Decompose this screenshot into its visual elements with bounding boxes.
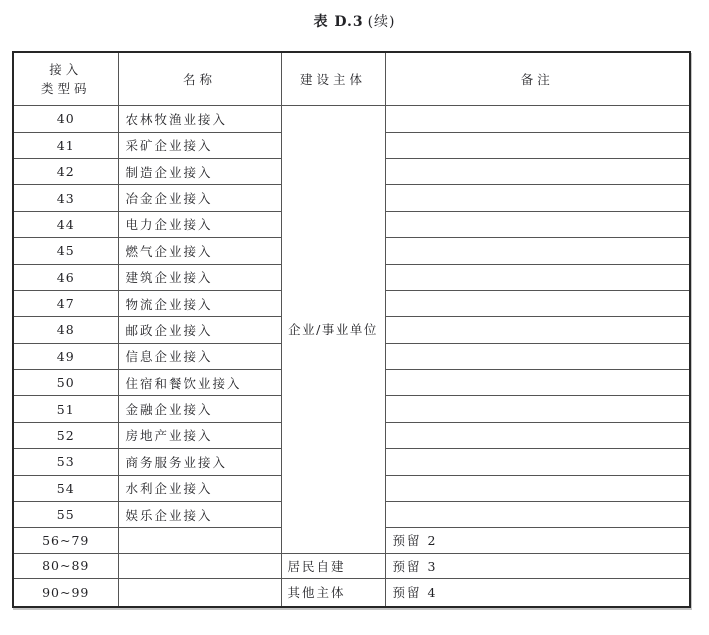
remark-cell: 预留 2 [385, 528, 690, 553]
name-cell: 物流企业接入 [118, 290, 281, 316]
name-cell: 住宿和餐饮业接入 [118, 370, 281, 396]
header-name: 名称 [118, 52, 281, 106]
access-code-cell: 54 [13, 475, 118, 501]
access-code-cell: 50 [13, 370, 118, 396]
name-cell [118, 528, 281, 553]
header-builder: 建设主体 [281, 52, 385, 106]
remark-cell [385, 422, 690, 448]
remark-cell [385, 159, 690, 185]
data-table [12, 51, 691, 608]
name-cell: 燃气企业接入 [118, 238, 281, 264]
access-code-cell: 44 [13, 211, 118, 237]
header-remark: 备注 [385, 52, 690, 106]
remark-cell [385, 343, 690, 369]
name-cell: 商务服务业接入 [118, 449, 281, 475]
remark-cell [385, 317, 690, 343]
access-code-cell: 90~99 [13, 578, 118, 607]
access-code-cell: 41 [13, 132, 118, 158]
builder-merged-cell: 企业/事业单位 [281, 106, 385, 553]
access-code-cell: 49 [13, 343, 118, 369]
table-row [13, 553, 690, 578]
remark-cell [385, 106, 690, 132]
name-cell: 冶金企业接入 [118, 185, 281, 211]
header-access-code-line2: 类型码 [40, 81, 91, 97]
remark-cell [385, 449, 690, 475]
page-title-suffix: (续) [367, 14, 396, 30]
name-cell: 制造企业接入 [118, 159, 281, 185]
access-code-cell: 46 [13, 264, 118, 290]
name-cell [118, 578, 281, 607]
access-code-cell: 80~89 [13, 553, 118, 578]
access-code-cell: 40 [13, 106, 118, 132]
access-code-cell: 43 [13, 185, 118, 211]
table-header-row [13, 52, 690, 106]
name-cell: 信息企业接入 [118, 343, 281, 369]
name-cell: 采矿企业接入 [118, 132, 281, 158]
name-cell: 水利企业接入 [118, 475, 281, 501]
table-row [13, 578, 690, 607]
access-code-cell: 52 [13, 422, 118, 448]
name-cell: 娱乐企业接入 [118, 501, 281, 527]
access-code-cell: 45 [13, 238, 118, 264]
remark-cell [385, 211, 690, 237]
header-access-code [13, 52, 118, 106]
remark-cell [385, 185, 690, 211]
header-access-code-line1: 接入 [49, 62, 83, 78]
remark-cell: 预留 4 [385, 578, 690, 607]
access-code-cell: 51 [13, 396, 118, 422]
remark-cell [385, 501, 690, 527]
access-code-cell: 55 [13, 501, 118, 527]
access-code-cell: 56~79 [13, 528, 118, 553]
name-cell: 建筑企业接入 [118, 264, 281, 290]
name-cell: 金融企业接入 [118, 396, 281, 422]
remark-cell [385, 264, 690, 290]
name-cell: 农林牧渔业接入 [118, 106, 281, 132]
remark-cell [385, 396, 690, 422]
table-row [13, 106, 690, 132]
access-code-cell: 47 [13, 290, 118, 316]
remark-cell [385, 475, 690, 501]
page-title-main: 表 D.3 [313, 14, 364, 30]
remark-cell [385, 132, 690, 158]
name-cell: 房地产业接入 [118, 422, 281, 448]
page-title [0, 13, 709, 31]
builder-cell: 居民自建 [281, 553, 385, 578]
access-code-cell: 42 [13, 159, 118, 185]
name-cell [118, 553, 281, 578]
name-cell: 邮政企业接入 [118, 317, 281, 343]
access-code-cell: 48 [13, 317, 118, 343]
name-cell: 电力企业接入 [118, 211, 281, 237]
builder-cell: 其他主体 [281, 578, 385, 607]
remark-cell: 预留 3 [385, 553, 690, 578]
remark-cell [385, 238, 690, 264]
remark-cell [385, 370, 690, 396]
remark-cell [385, 290, 690, 316]
access-code-cell: 53 [13, 449, 118, 475]
